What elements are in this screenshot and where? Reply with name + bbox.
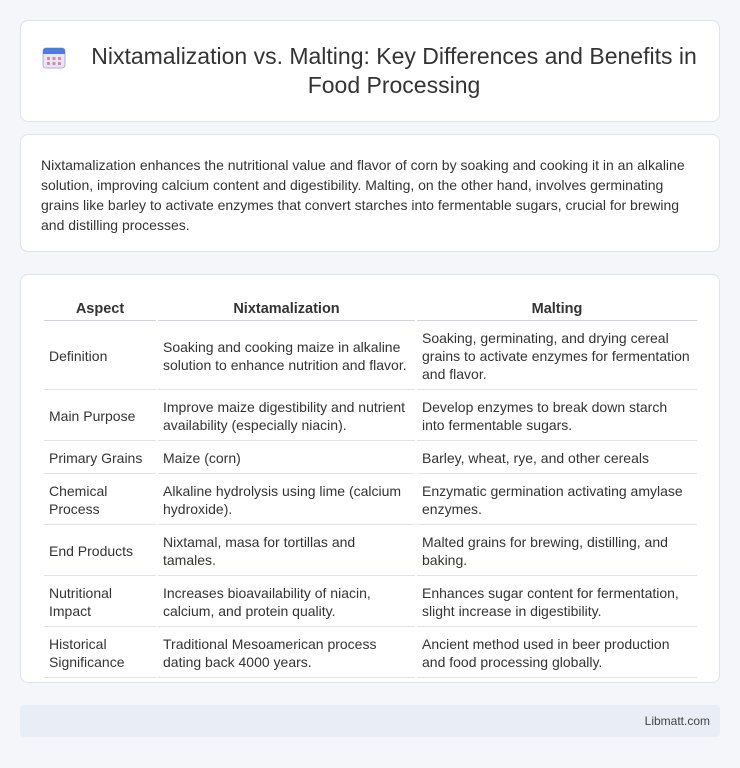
table-row bbox=[44, 578, 697, 627]
nixtamalization-cell: Increases bioavailability of niacin, calcium, and protein quality. bbox=[158, 578, 415, 627]
header-card bbox=[20, 20, 720, 122]
intro-card bbox=[20, 134, 720, 252]
aspect-cell: Primary Grains bbox=[44, 443, 156, 474]
header-nixtamalization: Nixtamalization bbox=[158, 297, 415, 321]
malting-cell: Enzymatic germination activating amylase enzymes. bbox=[417, 476, 697, 525]
header-aspect: Aspect bbox=[44, 297, 156, 321]
nixtamalization-cell: Improve maize digestibility and nutrient availability (especially niacin). bbox=[158, 392, 415, 441]
nixtamalization-cell: Soaking and cooking maize in alkaline solution to enhance nutrition and flavor. bbox=[158, 323, 415, 390]
nixtamalization-cell: Alkaline hydrolysis using lime (calcium hydroxide). bbox=[158, 476, 415, 525]
nixtamalization-cell: Maize (corn) bbox=[158, 443, 415, 474]
footer-brand-link[interactable]: Libmatt.com bbox=[644, 714, 710, 728]
malting-cell: Develop enzymes to break down starch into fermentable sugars. bbox=[417, 392, 697, 441]
calendar-icon bbox=[41, 44, 67, 70]
table-header-row bbox=[44, 297, 697, 321]
comparison-table bbox=[42, 295, 699, 680]
table-row bbox=[44, 392, 697, 441]
aspect-cell: Historical Significance bbox=[44, 629, 156, 678]
page-title: Nixtamalization vs. Malting: Key Differences and Benefits in Food Processing bbox=[91, 43, 697, 98]
aspect-cell: Main Purpose bbox=[44, 392, 156, 441]
table-card bbox=[20, 274, 720, 683]
malting-cell: Ancient method used in beer production and food processing globally. bbox=[417, 629, 697, 678]
table-row bbox=[44, 323, 697, 390]
aspect-cell: Nutritional Impact bbox=[44, 578, 156, 627]
malting-cell: Soaking, germinating, and drying cereal grains to activate enzymes for fermentation and flavor. bbox=[417, 323, 697, 390]
malting-cell: Enhances sugar content for fermentation, slight increase in digestibility. bbox=[417, 578, 697, 627]
table-row bbox=[44, 443, 697, 474]
header-malting: Malting bbox=[417, 297, 697, 321]
nixtamalization-cell: Nixtamal, masa for tortillas and tamales. bbox=[158, 527, 415, 576]
aspect-cell: Chemical Process bbox=[44, 476, 156, 525]
nixtamalization-cell: Traditional Mesoamerican process dating back 4000 years. bbox=[158, 629, 415, 678]
malting-cell: Malted grains for brewing, distilling, and baking. bbox=[417, 527, 697, 576]
malting-cell: Barley, wheat, rye, and other cereals bbox=[417, 443, 697, 474]
footer bbox=[20, 705, 720, 737]
aspect-cell: End Products bbox=[44, 527, 156, 576]
intro-text: Nixtamalization enhances the nutritional value and flavor of corn by soaking and cooking it in an alkaline solution, improving calcium content and digestibility. Malting, on the other hand, involves germinating grains like barley to activate enzymes that convert starches into fermentable sugars, crucial for brewing and distilling processes. bbox=[41, 157, 685, 233]
table-row bbox=[44, 476, 697, 525]
table-row bbox=[44, 629, 697, 678]
aspect-cell: Definition bbox=[44, 323, 156, 390]
table-row bbox=[44, 527, 697, 576]
